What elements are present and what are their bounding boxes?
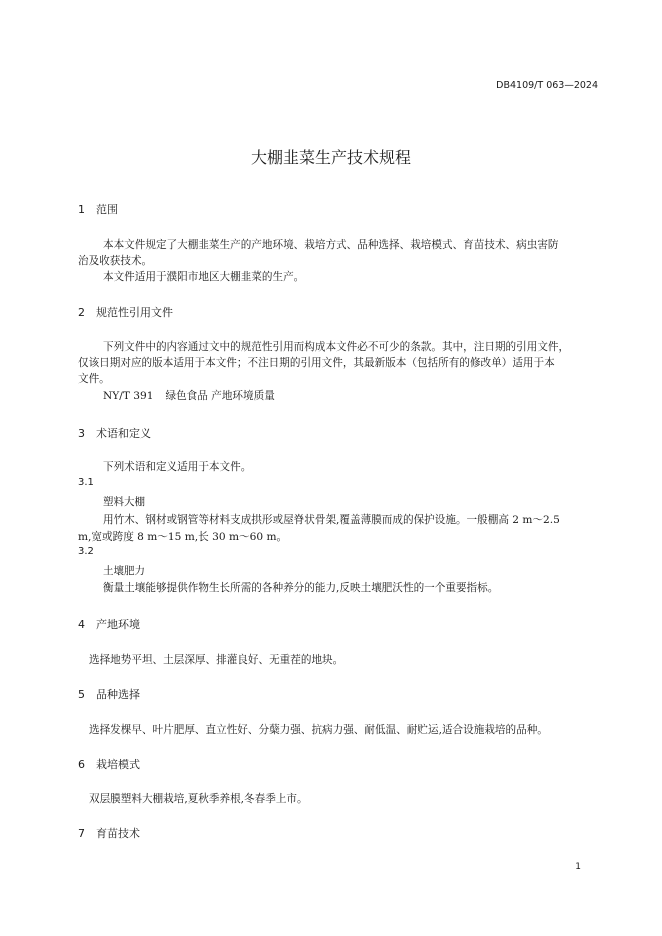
normative-reference: [103, 388, 275, 403]
term-3-1-name: 塑料大棚: [103, 496, 145, 508]
section-4-para: 选择地势平坦、土层深厚、排灌良好、无重茬的地块。: [89, 654, 344, 666]
reference-code: NY/T 391: [103, 390, 154, 402]
term-3-2-number: 3.2: [78, 546, 94, 557]
section-2-para-line-2: 仅该日期对应的版本适用于本文件；不注日期的引用文件，其最新版本（包括所有的修改单）适用于本: [78, 357, 555, 369]
term-3-1-definition-line-2: m,宽或跨度 8 m～15 m,长 30 m～60 m。: [78, 531, 288, 543]
section-3-heading: 3 术语和定义: [78, 427, 151, 440]
section-1-para-2: 本文件适用于濮阳市地区大棚韭菜的生产。: [103, 271, 305, 283]
term-3-2-definition: 衡量土壤能够提供作物生长所需的各种养分的能力,反映土壤肥沃性的一个重要指标。: [103, 582, 499, 594]
section-6-heading: 6 栽培模式: [78, 758, 140, 771]
section-4-heading: 4 产地环境: [78, 618, 140, 631]
reference-title: 绿色食品 产地环境质量: [165, 390, 275, 402]
section-5-heading: 5 品种选择: [78, 688, 140, 701]
page-number: 1: [575, 862, 581, 872]
document-title: 大棚韭菜生产技术规程: [250, 148, 411, 167]
section-2-heading: 2 规范性引用文件: [78, 306, 173, 319]
term-3-1-number: 3.1: [78, 477, 94, 488]
section-1-para-1-line-1: 本本文件规定了大棚韭菜生产的产地环境、栽培方式、品种选择、栽培模式、育苗技术、病虫害防: [103, 239, 559, 251]
section-6-para: 双层膜塑料大棚栽培,夏秋季养根,冬春季上市。: [89, 793, 308, 805]
section-1-heading: 1 范围: [78, 203, 118, 216]
document-code: DB4109/T 063—2024: [496, 80, 598, 91]
section-5-para: 选择发棵早、叶片肥厚、直立性好、分蘖力强、抗病力强、耐低温、耐贮运,适合设施栽培的品种。: [89, 724, 548, 736]
term-3-1-definition-line-1: 用竹木、钢材或钢管等材料支成拱形或屋脊状骨架,覆盖薄膜而成的保护设施。一般棚高 2 m～2.5: [103, 514, 560, 526]
section-1-para-1-line-2: 治及收获技术。: [78, 255, 153, 267]
section-2-para-line-3: 文件。: [78, 373, 110, 385]
section-7-heading: 7 育苗技术: [78, 827, 140, 840]
section-2-para-line-1: 下列文件中的内容通过文中的规范性引用而构成本文件必不可少的条款。其中，注日期的引用文件，: [103, 341, 570, 353]
term-3-2-name: 土壤肥力: [103, 565, 145, 577]
section-3-intro: 下列术语和定义适用于本文件。: [103, 461, 252, 473]
